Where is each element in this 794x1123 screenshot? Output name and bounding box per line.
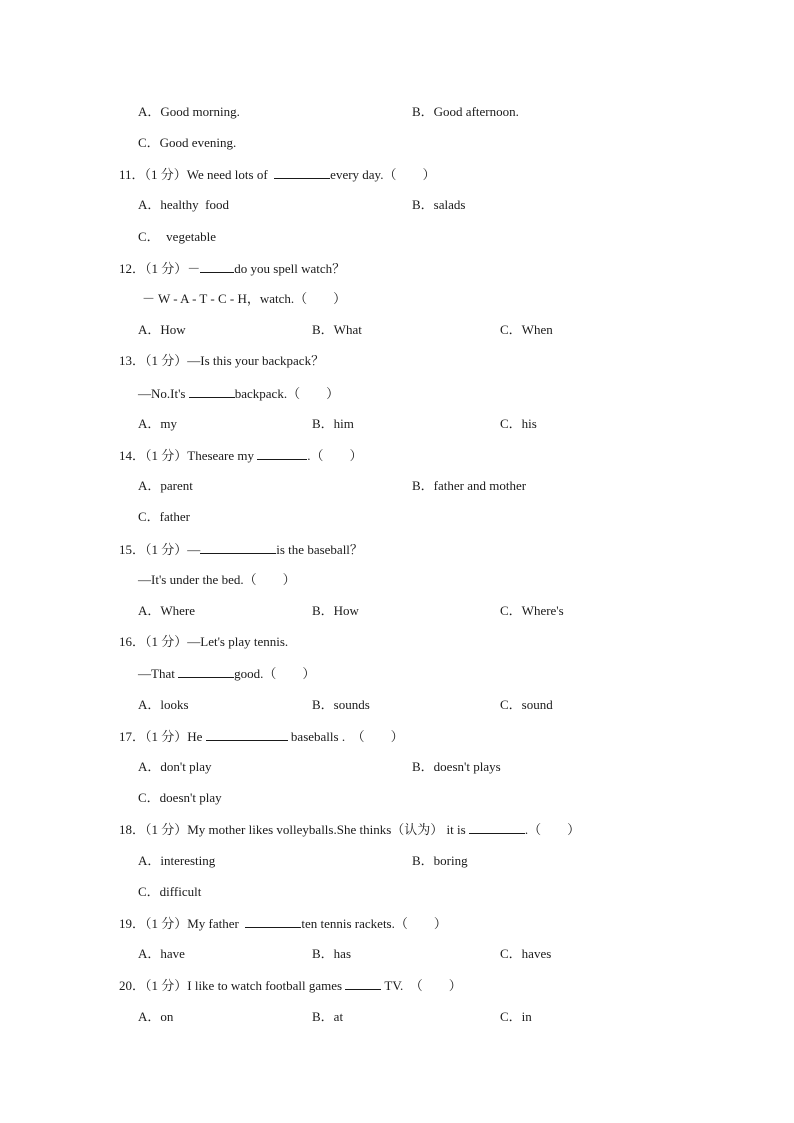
q10-option-c: C．Good evening. bbox=[138, 135, 237, 150]
q19-option-b: B．has bbox=[312, 946, 352, 961]
q20-option-b: B．at bbox=[312, 1009, 344, 1024]
q17-option-b: B．doesn't plays bbox=[412, 759, 501, 774]
q14-blank bbox=[257, 446, 307, 460]
q12-text-pre: 12．（1 分）－ bbox=[119, 261, 201, 276]
q11-question bbox=[119, 165, 435, 183]
q14-text-pre: 14．（1 分）Theseare my bbox=[119, 448, 258, 463]
q16-question: 16．（1 分）—Let's play tennis. bbox=[119, 634, 289, 649]
q11-option-a: A．healthy food bbox=[138, 197, 229, 212]
q17-option-a: A．don't play bbox=[138, 759, 212, 774]
q17-option-c: C．doesn't play bbox=[138, 790, 222, 805]
q18-option-b: B．boring bbox=[412, 853, 468, 868]
q20-text-pre: 20．（1 分）I like to watch football games bbox=[119, 978, 346, 993]
q12-text-post: do you spell watch？ bbox=[234, 261, 346, 276]
q12-question bbox=[119, 259, 345, 277]
q15-question bbox=[119, 540, 363, 558]
q19-option-a: A．have bbox=[138, 946, 185, 961]
q18-blank bbox=[469, 820, 525, 834]
q12-option-a: A．How bbox=[138, 322, 186, 337]
q11-text-post: every day.（ ） bbox=[330, 167, 436, 182]
q19-blank bbox=[245, 914, 301, 928]
q11-option-b: B．salads bbox=[412, 197, 466, 212]
q18-option-c: C．difficult bbox=[138, 884, 202, 899]
q11-text-pre: 11．（1 分）We need lots of bbox=[119, 167, 275, 182]
q20-blank bbox=[345, 976, 381, 990]
q11-option-c: C． vegetable bbox=[138, 229, 216, 244]
q15-blank bbox=[200, 540, 276, 554]
q16-text-post: good.（ ） bbox=[234, 666, 316, 681]
q15-option-c: C．Where's bbox=[500, 603, 564, 618]
q18-question bbox=[119, 820, 580, 838]
q17-blank bbox=[206, 727, 288, 741]
q13-answer-line bbox=[138, 384, 339, 402]
q13-question: 13．（1 分）—Is this your backpack？ bbox=[119, 353, 325, 368]
q14-option-b: B．father and mother bbox=[412, 478, 527, 493]
q10-option-a: A．Good morning. bbox=[138, 104, 240, 119]
q20-option-c: C．in bbox=[500, 1009, 532, 1024]
q18-text-post: .（ ） bbox=[524, 822, 581, 837]
q19-text-post: ten tennis rackets.（ ） bbox=[301, 916, 447, 931]
q15-answer-line: —It's under the bed.（ ） bbox=[138, 572, 296, 587]
q16-text-pre: —That bbox=[138, 666, 179, 681]
q16-option-c: C．sound bbox=[500, 697, 553, 712]
q14-text-post: .（ ） bbox=[307, 448, 363, 463]
q14-option-c: C．father bbox=[138, 509, 190, 524]
q14-question bbox=[119, 446, 363, 464]
q14-option-a: A．parent bbox=[138, 478, 193, 493]
q18-text-pre: 18．（1 分）My mother likes volleyballs.She thinks（认为） it is bbox=[119, 822, 469, 837]
q13-text-pre: —No.It's bbox=[138, 386, 189, 401]
q17-text-post: baseballs . （ ） bbox=[287, 729, 404, 744]
q11-blank bbox=[274, 165, 330, 179]
q13-option-c: C．his bbox=[500, 416, 537, 431]
q13-option-b: B．him bbox=[312, 416, 354, 431]
q15-option-b: B．How bbox=[312, 603, 359, 618]
q13-text-post: backpack.（ ） bbox=[234, 386, 340, 401]
q16-blank bbox=[178, 664, 234, 678]
q18-option-a: A．interesting bbox=[138, 853, 216, 868]
q17-question bbox=[119, 727, 404, 745]
q16-answer-line bbox=[138, 664, 315, 682]
q19-option-c: C．haves bbox=[500, 946, 552, 961]
q10-option-b: B．Good afternoon. bbox=[412, 104, 519, 119]
q12-blank bbox=[200, 259, 234, 273]
q12-option-b: B．What bbox=[312, 322, 362, 337]
q15-option-a: A．Where bbox=[138, 603, 196, 618]
q19-question bbox=[119, 914, 447, 932]
q15-text-pre: 15．（1 分）— bbox=[119, 542, 201, 557]
q15-text-post: is the baseball？ bbox=[276, 542, 363, 557]
q19-text-pre: 19．（1 分）My father bbox=[119, 916, 246, 931]
q20-text-post: TV. （ ） bbox=[381, 978, 462, 993]
q17-text-pre: 17．（1 分）He bbox=[119, 729, 206, 744]
q16-option-a: A．looks bbox=[138, 697, 189, 712]
q12-option-c: C．When bbox=[500, 322, 553, 337]
q20-option-a: A．on bbox=[138, 1009, 174, 1024]
q13-blank bbox=[189, 384, 235, 398]
q12-answer-line: － W - A - T - C - H，watch.（ ） bbox=[142, 291, 347, 306]
q16-option-b: B．sounds bbox=[312, 697, 370, 712]
q20-question bbox=[119, 976, 462, 994]
q13-option-a: A．my bbox=[138, 416, 178, 431]
